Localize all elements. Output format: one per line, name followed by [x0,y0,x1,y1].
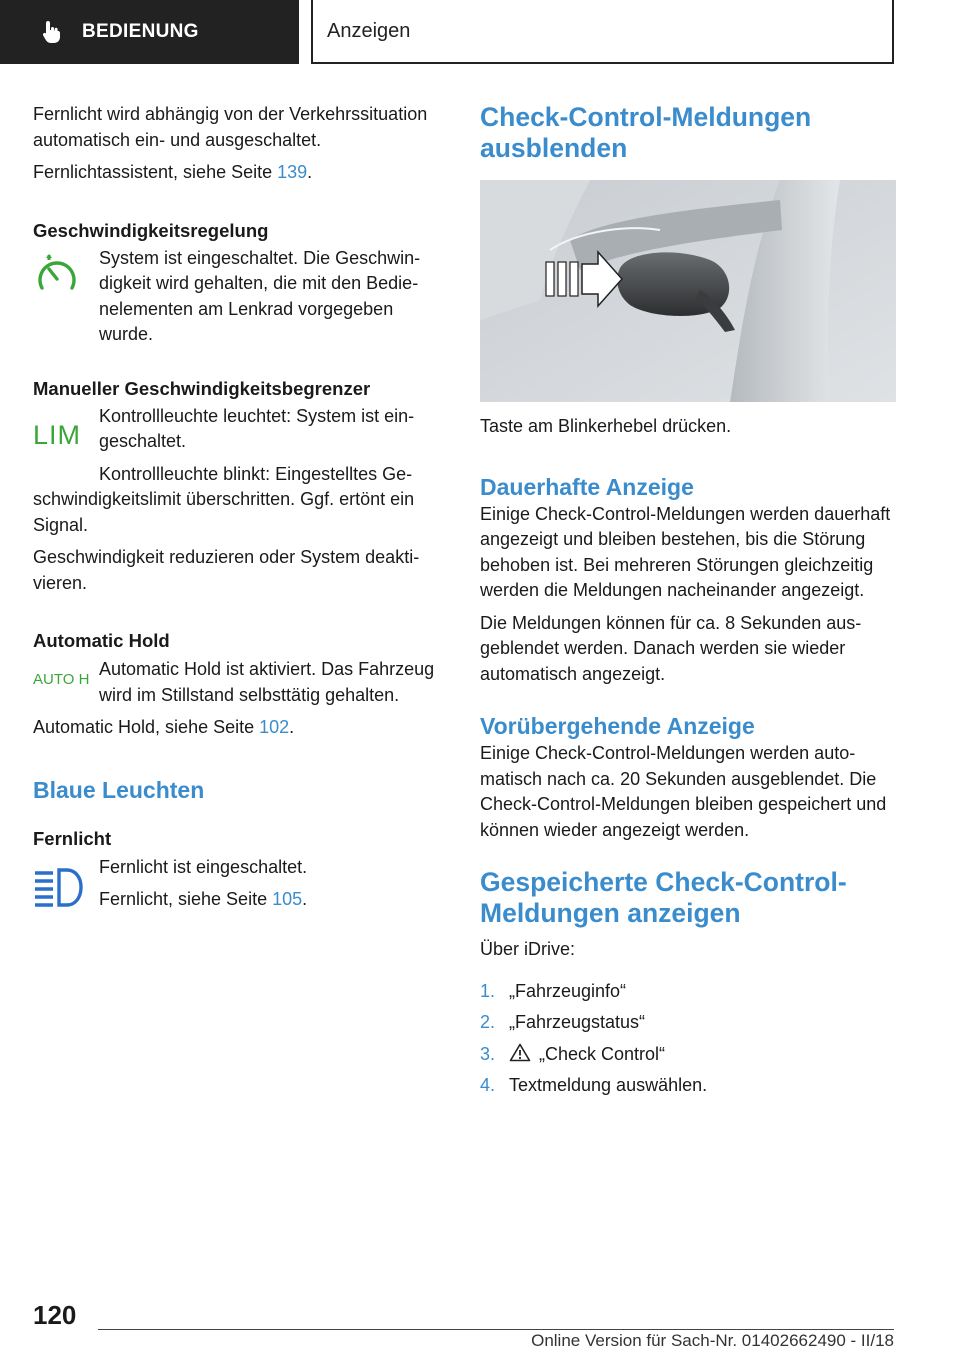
speed-limiter-text-3: Geschwindigkeit reduzieren oder System deaktivieren. [33,547,420,593]
reference-text: Fernlichtassistent, siehe Seite [33,162,278,182]
permanent-text-1: Einige Check-Control-Meldungen werden dauerhaft angezeigt und bleiben bestehen, bis die Störung behoben ist. Bei mehreren Störungen gleichzeitig werden die Meldungen nacheinander angezeigt. [480,503,891,600]
auto-hold-text: Automatic Hold ist aktiviert. Das Fahrzeug wird im Stillstand selbsttätig gehalten. [99,659,435,705]
auto-hold-reference: Automatic Hold, siehe Seite 102. [33,717,295,737]
reference-text: Automatic Hold, siehe Seite [33,717,260,737]
high-beam-text: Fernlicht ist eingeschaltet. [99,856,308,877]
lim-indicator-icon: LIM [33,419,82,450]
step-text: „Check Control“ [539,1043,666,1064]
blue-lights-heading: Blaue Leuchten [33,776,205,803]
hide-messages-heading: Check-Control-Meldungen ausblenden [480,102,812,163]
page-number: 120 [33,1300,77,1330]
high-beam-heading: Fernlicht [33,827,112,849]
step-number: 2. [480,1012,496,1032]
reference-text: Fernlicht, siehe Seite [99,889,273,909]
turn-signal-lever-photo [480,180,896,402]
list-item [480,979,896,1005]
list-item [480,1010,896,1036]
chapter-title: BEDIENUNG [82,21,199,42]
section-title: Anzeigen [327,19,411,42]
page-link-102[interactable]: 102 [259,717,290,737]
speed-control-block [33,246,443,348]
stored-messages-heading: Gespeicherte Check-Control-Meldungen anzeigen [480,867,847,928]
step-text: „Fahrzeugstatus“ [509,1012,646,1032]
page-link-105[interactable]: 105 [272,889,303,909]
section-header [311,0,894,64]
step-text: „Fahrzeuginfo“ [509,980,627,1001]
speed-limiter-heading: Manueller Geschwindigkeitsbegrenzer [33,377,371,399]
page-link-139[interactable]: 139 [277,162,308,182]
speed-control-text: System ist eingeschaltet. Die Geschwindigkeit wird gehalten, die mit den Bedienelementen am Lenkrad vorgegeben wurde. [99,247,421,344]
intro-reference: Fernlichtassistent, siehe Seite 139. [33,162,313,182]
step-text: Textmeldung auswählen. [509,1075,708,1095]
list-item [480,1042,896,1068]
temporary-text: Einige Check-Control-Meldungen werden automatisch nach ca. 20 Sekunden ausgeblendet. Die Check-Control-Meldungen bleiben gespeichert und können wieder angezeigt werden. [480,743,887,840]
speed-control-icon [33,254,81,298]
footer-divider [98,1329,894,1330]
speed-limiter-text-2: Kontrollleuchte blinkt: Eingestelltes Geschwindigkeitslimit überschritten. Ggf. ertönt ein Signal. [33,463,415,535]
steps-list [480,979,896,1099]
speed-limiter-text-1: Kontrollleuchte leuchtet: System ist eingeschaltet. [99,405,415,451]
auto-hold-icon: AUTO H [33,671,90,688]
auto-hold-block [33,657,443,708]
permanent-text-2: Die Meldungen können für ca. 8 Sekunden ausgeblendet werden. Danach werden sie wieder automatisch angezeigt. [480,612,862,684]
high-beam-reference: Fernlicht, siehe Seite 105. [99,889,308,909]
list-item [480,1073,896,1099]
left-column [33,102,443,913]
idrive-intro: Über iDrive: [480,939,576,959]
high-beam-icon [33,867,83,909]
step-number: 4. [480,1075,496,1095]
step-number: 3. [480,1043,496,1064]
intro-paragraph: Fernlicht wird abhängig von der Verkehrssituation automatisch ein- und ausgeschaltet. [33,104,428,150]
auto-hold-heading: Automatic Hold [33,630,170,651]
speed-control-heading: Geschwindigkeitsregelung [33,219,269,241]
speed-limiter-block [33,404,443,455]
hand-pointer-icon [42,20,62,44]
high-beam-block [33,855,443,913]
permanent-display-heading: Dauerhafte Anzeige [480,473,694,500]
warning-triangle-icon [509,1043,531,1062]
temporary-display-heading: Vorübergehende Anzeige [480,713,755,739]
step-number: 1. [480,980,496,1001]
chapter-tab[interactable] [0,0,299,64]
right-column [480,102,896,1105]
photo-caption: Taste am Blinkerhebel drücken. [480,416,732,436]
page-header [0,0,960,66]
footer-version-text: Online Version für Sach-Nr. 01402662490 - II/18 [531,1331,894,1350]
